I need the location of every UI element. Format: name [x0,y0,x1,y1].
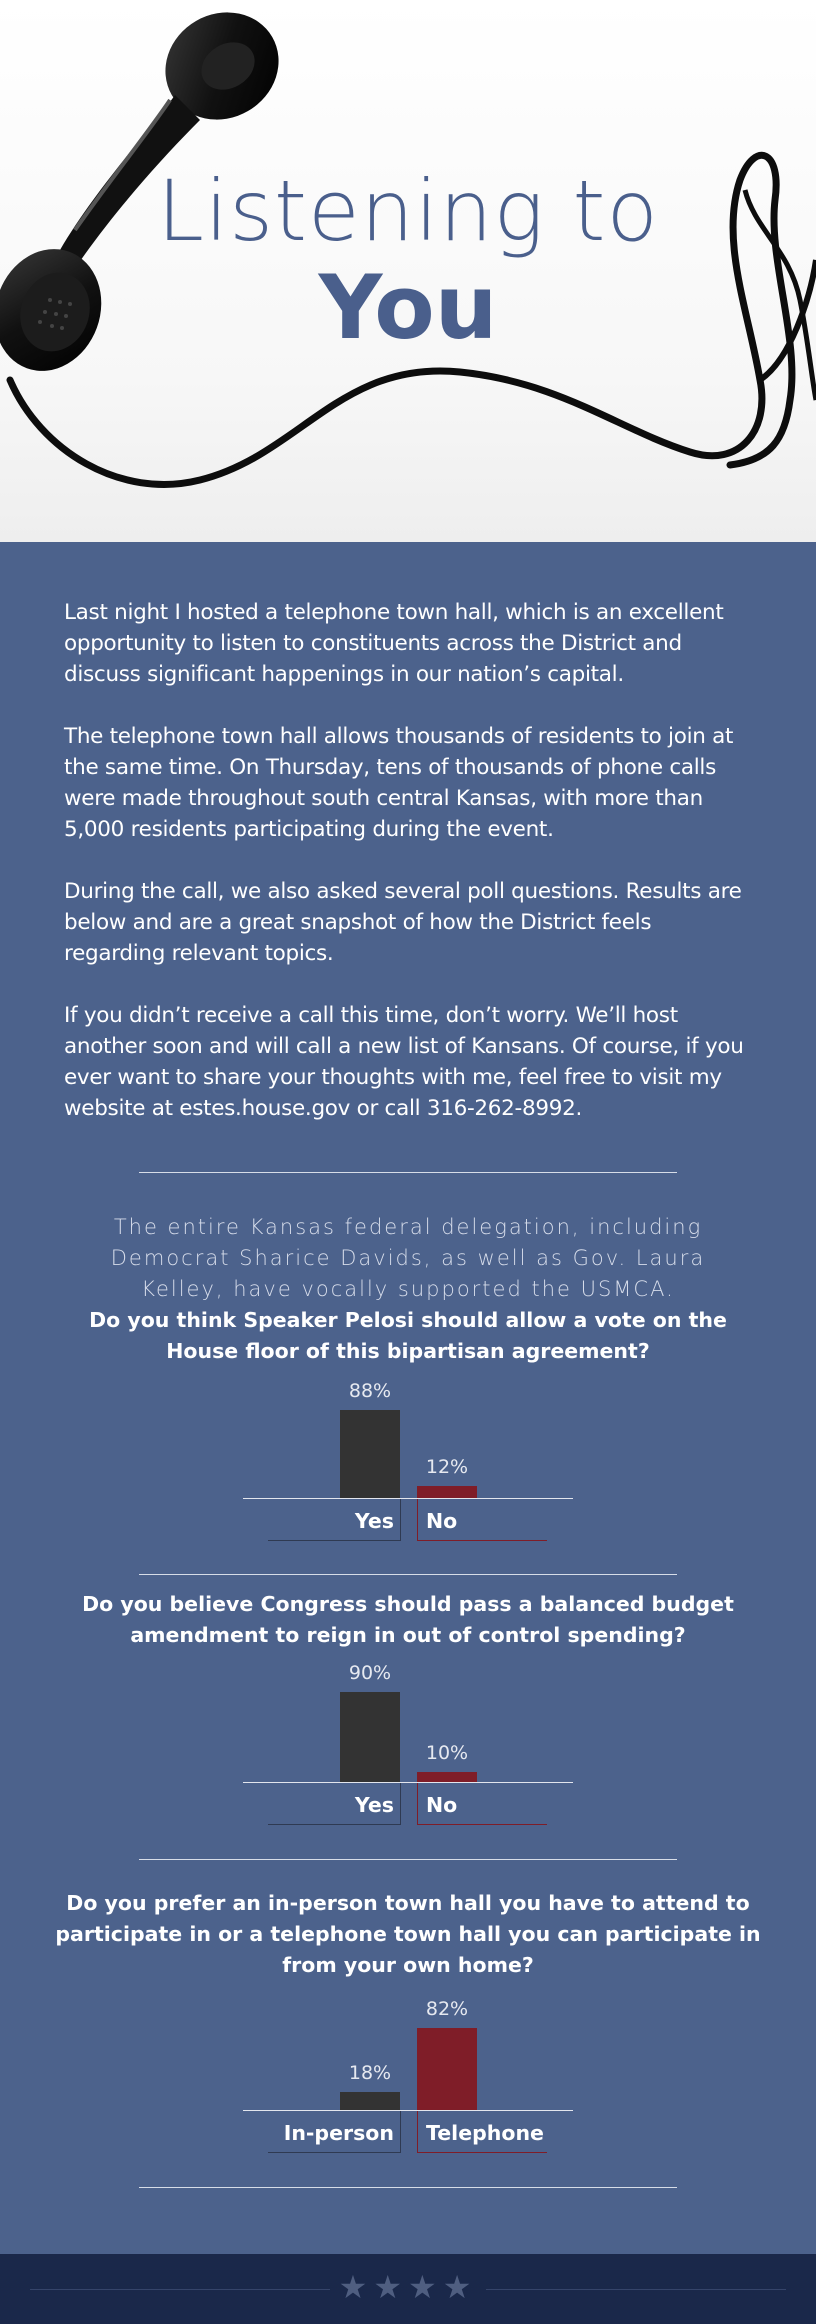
value-label: 12% [425,1456,469,1478]
hero-banner [0,0,816,542]
bar-telephone [417,2028,477,2110]
bar-yes [340,1410,400,1498]
poll-1-intro: The entire Kansas federal delegation, including Democrat Sharice Davids, as well as Gov. Laura Kelley, have vocally supported the USMCA. [110,1215,706,1301]
poll-2-chart [243,1662,573,1826]
bar-no [417,1772,477,1782]
category-label: Telephone [417,2111,547,2153]
divider [139,2187,677,2188]
hero-title-line-2: You [318,256,498,359]
category-label: No [417,1499,547,1541]
bar-no [417,1486,477,1498]
value-label: 82% [425,1998,469,2020]
poll-2-question: Do you believe Congress should pass a balanced budget amendment to reign in out of control spending? [82,1592,734,1647]
poll-3-chart [243,1994,573,2154]
poll-1-question: Do you think Speaker Pelosi should allow a vote on the House floor of this bipartisan agreement? [89,1308,727,1363]
poll-1-chart [243,1382,573,1542]
value-label: 90% [348,1662,392,1684]
main-content [0,542,816,2254]
star-icons: ★★★★ [338,2268,478,2306]
value-label: 18% [348,2062,392,2084]
poll-3-question: Do you prefer an in-person town hall you have to attend to participate in or a telephone town hall you can participate in from your own home? [55,1891,761,1977]
category-label: No [417,1783,547,1825]
value-label: 88% [348,1380,392,1402]
paragraph-3: During the call, we also asked several poll questions. Results are below and are a great snapshot of how the District feels regarding relevant topics. [64,879,742,966]
divider [139,1859,677,1860]
bar-yes [340,1692,400,1782]
category-label: In-person [268,2111,401,2153]
paragraph-4: If you didn’t receive a call this time, don’t worry. We’ll host another soon and will call a new list of Kansans. Of course, if you ever want to share your thoughts with me, feel free to visit my website at estes.house.gov or call 316-262-8992. [64,1003,744,1121]
divider [139,1172,677,1173]
hero-title-line-1: Listening to [157,162,659,260]
footer [0,2254,816,2324]
category-label: Yes [268,1783,401,1825]
value-label: 10% [425,1742,469,1764]
paragraph-2: The telephone town hall allows thousands of residents to join at the same time. On Thursday, tens of thousands of phone calls were made throughout south central Kansas, with more than 5,000 residents participating during the event. [64,724,734,842]
paragraph-1: Last night I hosted a telephone town hall, which is an excellent opportunity to listen to constituents across the District and discuss significant happenings in our nation’s capital. [64,600,724,687]
bar-in-person [340,2092,400,2110]
divider [139,1574,677,1575]
category-label: Yes [268,1499,401,1541]
